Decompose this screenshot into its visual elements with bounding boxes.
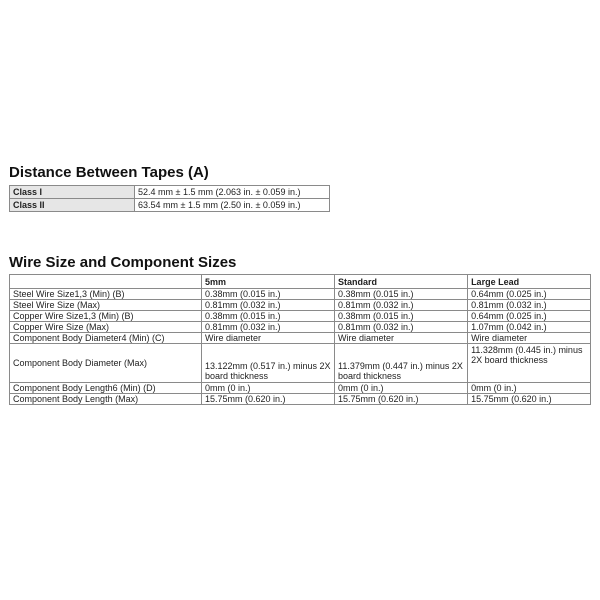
wire-section-title: Wire Size and Component Sizes <box>9 254 237 271</box>
table-row <box>10 311 591 322</box>
value-standard: 11.379mm (0.447 in.) minus 2X board thickness <box>335 344 468 383</box>
value-standard: 0mm (0 in.) <box>335 383 468 394</box>
class-value: 63.54 mm ± 1.5 mm (2.50 in. ± 0.059 in.) <box>135 199 330 212</box>
param-label: Component Body Length (Max) <box>10 394 202 405</box>
param-label: Component Body Length6 (Min) (D) <box>10 383 202 394</box>
value-large-lead: 0.64mm (0.025 in.) <box>468 311 591 322</box>
value-5mm: 0mm (0 in.) <box>201 383 334 394</box>
value-5mm: 15.75mm (0.620 in.) <box>201 394 334 405</box>
value-5mm: 0.81mm (0.032 in.) <box>201 300 334 311</box>
value-standard: 0.38mm (0.015 in.) <box>335 311 468 322</box>
table-row <box>10 383 591 394</box>
value-5mm: 0.81mm (0.032 in.) <box>201 322 334 333</box>
table-row <box>10 289 591 300</box>
header-row <box>10 275 591 289</box>
value-large-lead: 15.75mm (0.620 in.) <box>468 394 591 405</box>
header-5mm: 5mm <box>201 275 334 289</box>
class-value: 52.4 mm ± 1.5 mm (2.063 in. ± 0.059 in.) <box>135 186 330 199</box>
param-label: Steel Wire Size (Max) <box>10 300 202 311</box>
table-row <box>10 322 591 333</box>
param-label: Steel Wire Size1,3 (Min) (B) <box>10 289 202 300</box>
param-label: Copper Wire Size1,3 (Min) (B) <box>10 311 202 322</box>
class-label: Class II <box>10 199 135 212</box>
table-row <box>10 186 330 199</box>
param-label: Component Body Diameter4 (Min) (C) <box>10 333 202 344</box>
value-standard: 0.81mm (0.032 in.) <box>335 300 468 311</box>
table-row <box>10 199 330 212</box>
value-standard: Wire diameter <box>335 333 468 344</box>
table-row <box>10 344 591 383</box>
value-standard: 15.75mm (0.620 in.) <box>335 394 468 405</box>
value-large-lead: Wire diameter <box>468 333 591 344</box>
table-row <box>10 394 591 405</box>
header-large-lead: Large Lead <box>468 275 591 289</box>
value-large-lead: 0mm (0 in.) <box>468 383 591 394</box>
tapes-table <box>9 185 330 212</box>
table-row <box>10 300 591 311</box>
value-large-lead: 0.64mm (0.025 in.) <box>468 289 591 300</box>
value-large-lead: 1.07mm (0.042 in.) <box>468 322 591 333</box>
value-standard: 0.38mm (0.015 in.) <box>335 289 468 300</box>
value-5mm: 13.122mm (0.517 in.) minus 2X board thickness <box>201 344 334 383</box>
tapes-section-title: Distance Between Tapes (A) <box>9 164 209 181</box>
param-label: Copper Wire Size (Max) <box>10 322 202 333</box>
wire-table <box>9 274 591 405</box>
value-5mm: 0.38mm (0.015 in.) <box>201 311 334 322</box>
value-large-lead: 11.328mm (0.445 in.) minus 2X board thickness <box>468 344 591 383</box>
class-label: Class I <box>10 186 135 199</box>
value-5mm: 0.38mm (0.015 in.) <box>201 289 334 300</box>
value-5mm: Wire diameter <box>201 333 334 344</box>
table-row <box>10 333 591 344</box>
param-label: Component Body Diameter (Max) <box>10 344 202 383</box>
value-large-lead: 0.81mm (0.032 in.) <box>468 300 591 311</box>
header-standard: Standard <box>335 275 468 289</box>
header-blank <box>10 275 202 289</box>
value-standard: 0.81mm (0.032 in.) <box>335 322 468 333</box>
